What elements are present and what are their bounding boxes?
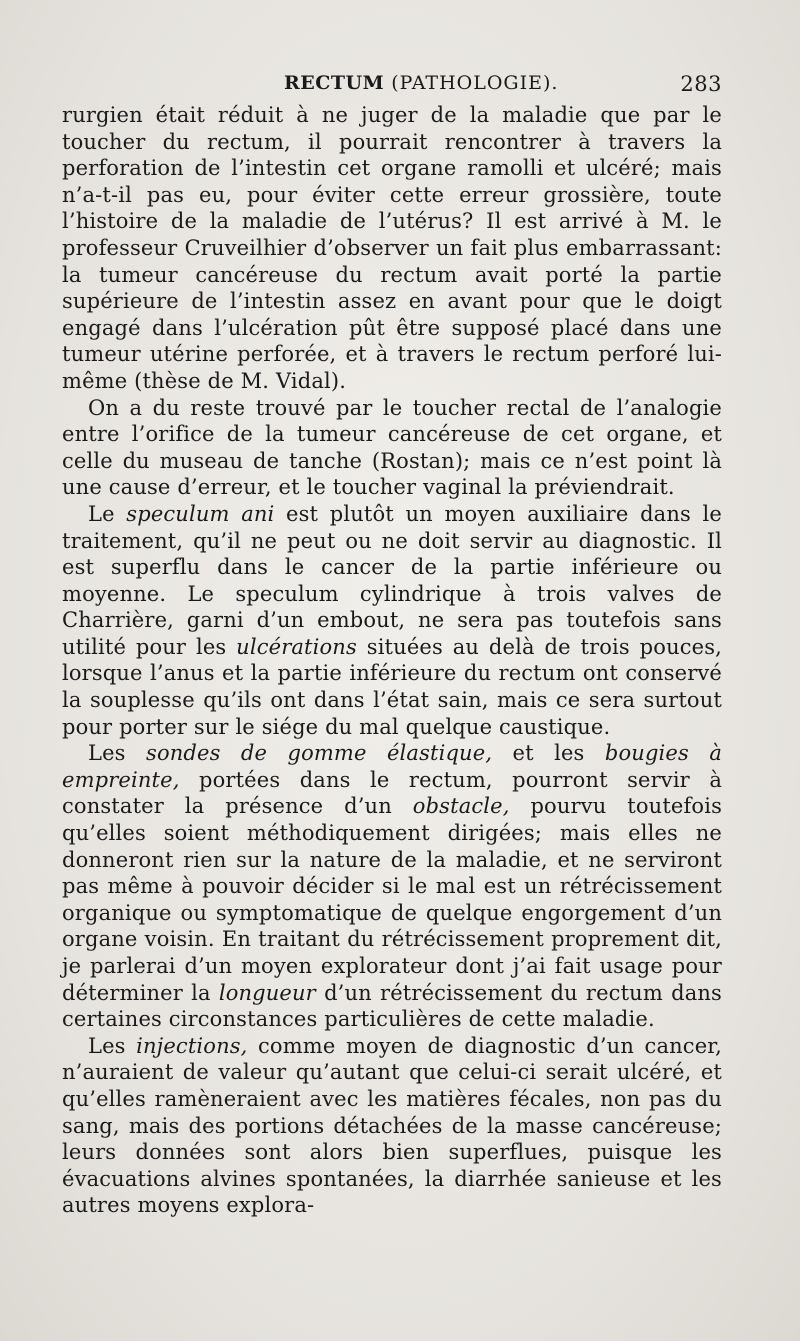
italic-term: obstacle, <box>412 794 510 819</box>
text-run: pourvu toutefois qu’elles soient méthodiquement dirigées; mais elles ne donneront rien sur la nature de la maladie, et ne serviront pas même à pouvoir décider si le mal est un rétrécissement organique ou symptomatique de quelque engorgement d’un organe voisin. En traitant du rétrécissement proprement dit, je parlerai d’un moyen explorateur dont j’ai fait usage pour déterminer la <box>62 794 722 1005</box>
italic-term: longueur <box>218 980 316 1005</box>
text-run: rurgien était réduit à ne juger de la maladie que par le toucher du rectum, il pourrait rencontrer à travers la perforation de l’intestin cet organe ramolli et ulcéré; mais n’a-t-il pas eu, pour éviter cette erreur grossière, toute l’histoire de la maladie de l’utérus? Il est arrivé à M. le professeur Cruveilhier d’observer un fait plus embarrassant: la tumeur cancéreuse du rectum avait porté la partie supérieure de l’intestin assez en avant pour que le doigt engagé dans l’ulcération pût être supposé placé dans une tumeur utérine perforée, et à travers le rectum perforé lui-même (thèse de M. Vidal). <box>62 103 722 393</box>
running-header <box>62 70 722 102</box>
italic-term: speculum ani <box>126 501 275 526</box>
running-title <box>284 72 558 94</box>
text-run: comme moyen de diagnostic d’un cancer, n’auraient de valeur qu’autant que celui-ci serait ulcéré, et qu’elles ramèneraient avec les matières fécales, non pas du sang, mais des portions détachées de la masse cancéreuse; leurs données sont alors bien superflues, puisque les évacuations alvines spontanées, la diarrhée sanieuse et les autres moyens explora- <box>62 1033 722 1218</box>
text-run: Les <box>88 741 147 766</box>
paragraph <box>62 501 722 740</box>
text-run: portées dans le rectum, pourront servir à constater la présence d’un <box>62 767 722 819</box>
book-page <box>62 70 722 1219</box>
paragraph <box>62 1033 722 1219</box>
paragraph <box>62 395 722 501</box>
title-sub: (PATHOLOGIE). <box>391 72 559 94</box>
body-text <box>62 102 722 1219</box>
paragraph <box>62 102 722 395</box>
italic-term: ulcérations <box>236 634 357 659</box>
italic-term: bougies à empreinte, <box>62 741 722 792</box>
text-run: et les <box>492 741 605 766</box>
italic-term: sondes de gomme élastique, <box>146 741 493 766</box>
text-run: est plutôt un moyen auxiliaire dans le traitement, qu’il ne peut ou ne doit servir au diagnostic. Il est superflu dans le cancer de la partie inférieure ou moyenne. Le speculum cylindrique à trois valves de Charrière, garni d’un embout, ne sera pas toutefois sans utilité pour les <box>62 501 722 659</box>
title-main: RECTUM <box>284 72 385 94</box>
paragraph <box>62 740 722 1033</box>
italic-term: injections, <box>136 1033 248 1058</box>
text-run: On a du reste trouvé par le toucher rectal de l’analogie entre l’orifice de la tumeur cancéreuse de cet organe, et celle du museau de tanche (Rostan); mais ce n’est point là une cause d’erreur, et le toucher vaginal la préviendrait. <box>62 395 722 500</box>
text-run: situées au delà de trois pouces, lorsque l’anus et la partie inférieure du rectum ont conservé la souplesse qu’ils ont dans l’état sain, mais ce sera surtout pour porter sur le siége du mal quelque caustique. <box>62 634 722 739</box>
text-run: Les <box>88 1033 137 1058</box>
text-run: Le <box>88 501 127 526</box>
text-run: d’un rétrécissement du rectum dans certaines circonstances particulières de cette maladie. <box>62 980 722 1032</box>
page-number: 283 <box>680 72 722 96</box>
